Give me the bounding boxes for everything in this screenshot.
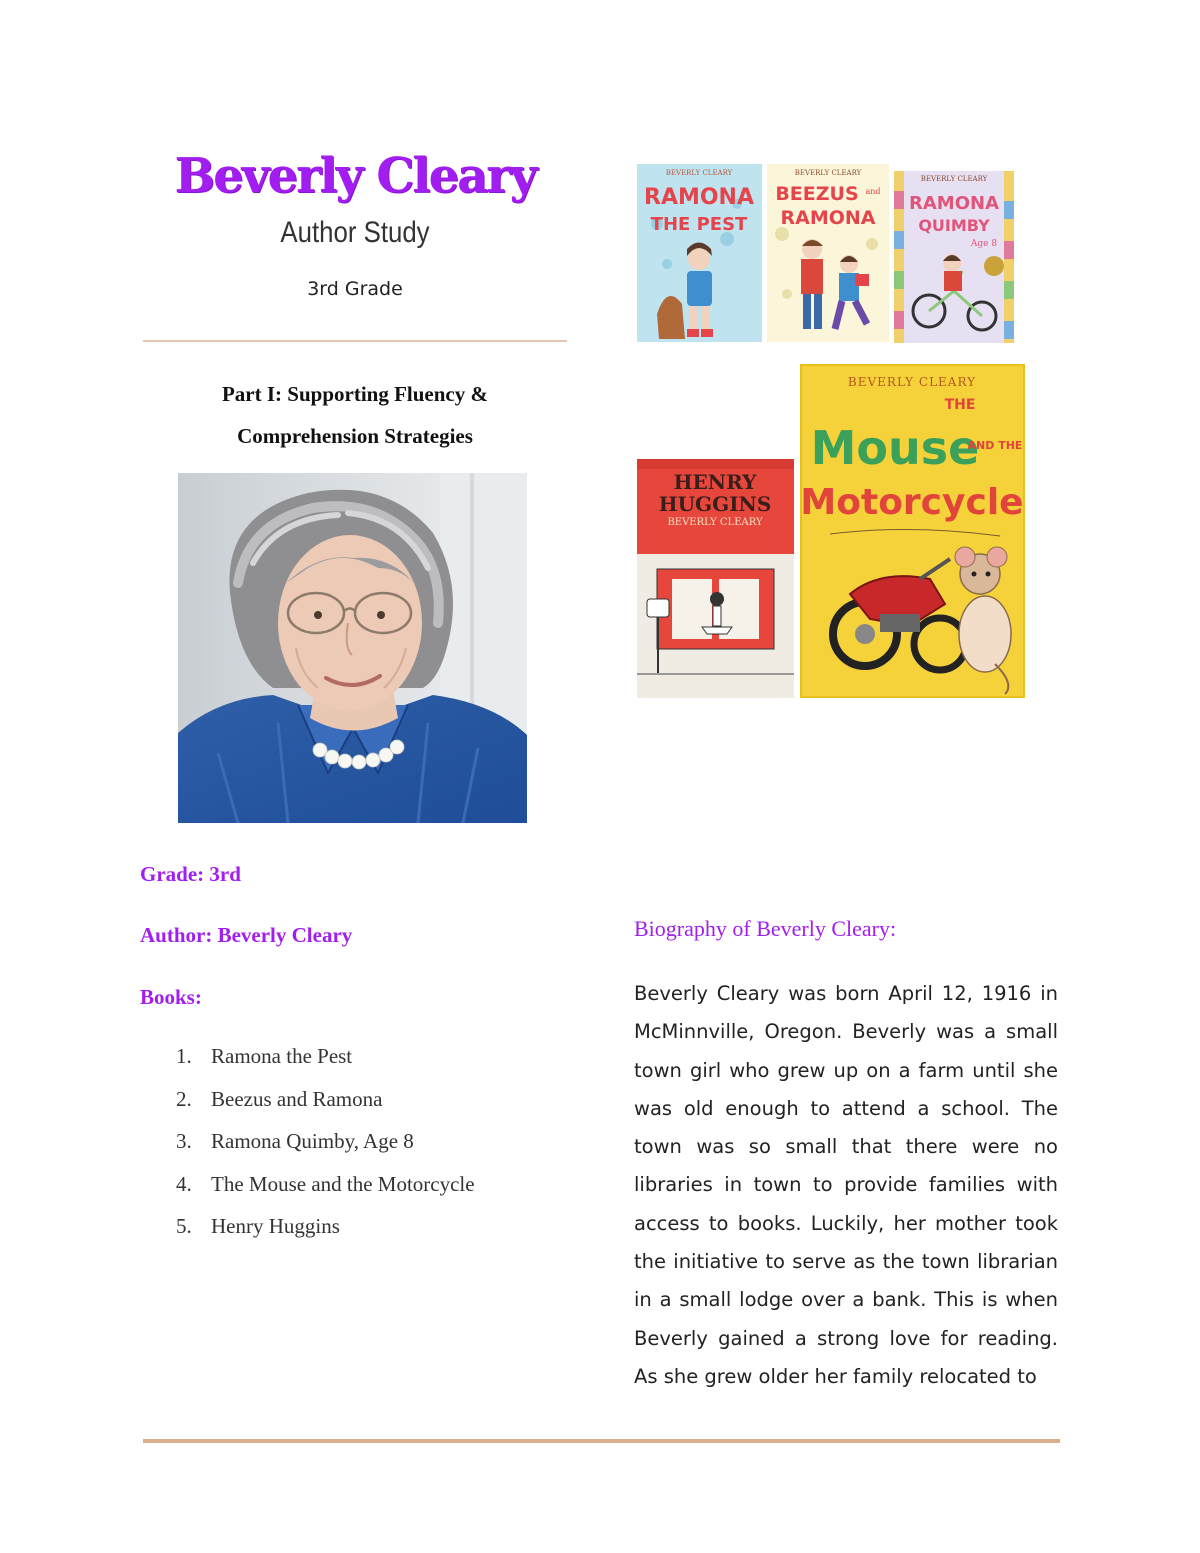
cover-author-text: BEVERLY CLEARY — [920, 175, 988, 183]
cover-title-line-3: RAMONA — [780, 207, 876, 229]
books-label: Books: — [140, 985, 202, 1009]
cover-title-line-3: BEVERLY CLEARY — [667, 517, 763, 528]
page-subtitle: Author Study — [280, 216, 430, 249]
cover-henry-huggins — [637, 459, 794, 698]
author-photo — [178, 473, 527, 823]
cover-author-text: BEVERLY CLEARY — [847, 375, 977, 389]
part-heading-line-2: Comprehension Strategies — [237, 424, 473, 448]
author-label: Author: Beverly Cleary — [140, 923, 353, 947]
cover-author-text: BEVERLY CLEARY — [665, 169, 733, 177]
cover-title-line-2: HUGGINS — [658, 492, 772, 516]
list-item: 4. The Mouse and the Motorcycle — [176, 1171, 475, 1196]
divider — [143, 340, 567, 342]
cover-title-line-3: Age 8 — [970, 239, 998, 249]
list-item: 5. Henry Huggins — [176, 1214, 340, 1238]
cover-title-line-2: THE PEST — [650, 214, 748, 235]
list-item: 2. Beezus and Ramona — [176, 1086, 383, 1111]
list-item: 1. Ramona the Pest — [176, 1044, 353, 1068]
grade-line: 3rd Grade — [307, 278, 403, 300]
page-title: Beverly Cleary — [174, 148, 536, 204]
cover-ramona-the-pest — [637, 164, 762, 342]
cover-title-line-1: RAMONA — [909, 193, 999, 214]
cover-title-line-2: QUIMBY — [918, 216, 990, 235]
list-item: 3. Ramona Quimby, Age 8 — [176, 1129, 414, 1153]
footer-divider — [143, 1439, 1060, 1443]
cover-title-line-1: BEEZUS — [775, 183, 859, 205]
biography-heading: Biography of Beverly Cleary: — [634, 916, 897, 941]
cover-ramona-quimby-age-8 — [894, 171, 1014, 343]
cover-beezus-and-ramona — [767, 164, 889, 342]
cover-title-line-4: Motorcycle — [800, 482, 1024, 523]
cover-title-line-1: RAMONA — [644, 185, 754, 210]
grade-label: Grade: 3rd — [140, 862, 241, 886]
cover-title-line-3: AND THE — [967, 439, 1023, 452]
part-heading — [140, 373, 570, 457]
cover-title-line-2: and — [865, 187, 881, 196]
cover-title-line-2: Mouse — [810, 421, 980, 475]
cover-the-mouse-and-the-motorcycle — [800, 364, 1025, 698]
cover-title-line-1: HENRY — [673, 470, 757, 494]
book-list — [176, 1044, 475, 1257]
part-heading-line-1: Part I: Supporting Fluency & — [221, 382, 488, 406]
cover-title-line-1: THE — [944, 397, 976, 413]
biography-text: Beverly Cleary was born April 12, 1916 in McMinnville, Oregon. Beverly was a small town girl who grew up on a farm until she was old enough to attend a school. The town was so small that there were no libraries in town to provide families with access to books. Luckily, her mother took the initiative to serve as the town librarian in a small lodge over a bank. This is when Beverly gained a strong love for reading. As she grew older her family relocated to — [634, 982, 1058, 1388]
cover-author-text: BEVERLY CLEARY — [794, 169, 862, 177]
